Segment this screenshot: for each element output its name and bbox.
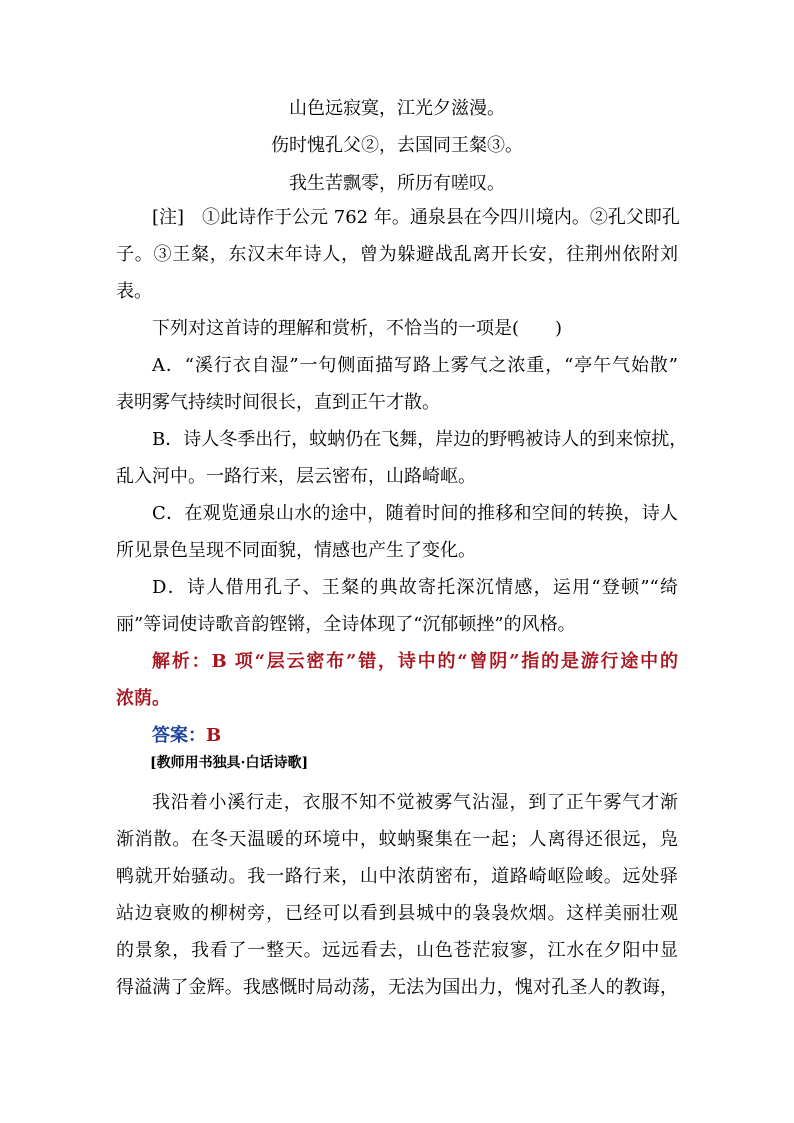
annotation-note xyxy=(116,199,678,310)
option-c-line-1: C．在观览通泉山水的途中，随着时间的推移和空间的转换，诗人 xyxy=(152,503,678,524)
option-a-line-1: A．“溪行衣自湿”一句侧面描写路上雾气之浓重，“亭午气始散” xyxy=(152,355,678,376)
note-line-1: [注] ①此诗作于公元 762 年。通泉县在今四川境内。②孔父即孔 xyxy=(152,207,680,228)
note-line-3: 表。 xyxy=(116,281,152,302)
translation-line-3: 鸭就开始骚动。我一路行来，山中浓荫密布，道路崎岖险峻。远处驿 xyxy=(116,866,678,887)
poem-line-1: 山色远寂寞，江光夕滋漫。 xyxy=(289,98,505,119)
answer-value: B xyxy=(206,725,222,746)
note-label: [注] xyxy=(152,207,185,228)
option-b-line-2: 乱入河中。一路行来，层云密布，山路崎岖。 xyxy=(116,466,476,487)
translation-line-1: 我沿着小溪行走，衣服不知不觉被雾气沾湿，到了正午雾气才渐 xyxy=(152,792,678,813)
section-label: [教师用书独具·白话诗歌] xyxy=(150,755,309,771)
translation-line-5: 的景象，我看了一整天。远远看去，山色苍茫寂寥，江水在夕阳中显 xyxy=(116,940,678,961)
answer-block xyxy=(116,717,678,754)
analysis-line-2: 浓荫。 xyxy=(116,688,170,709)
option-d-line-2: 丽”等词使诗歌音韵铿锵，全诗体现了“沉郁顿挫”的风格。 xyxy=(116,614,576,635)
question-block xyxy=(116,310,688,643)
analysis-label: 解析： xyxy=(152,651,212,672)
translation-line-4: 站边衰败的柳树旁，已经可以看到县城中的袅袅炊烟。这样美丽壮观 xyxy=(116,903,678,924)
analysis-line-1: 解析：B 项“层云密布”错，诗中的“曾阴”指的是游行途中的 xyxy=(152,651,679,672)
option-b-line-1: B．诗人冬季出行，蚊蚋仍在飞舞，岸边的野鸭被诗人的到来惊扰， xyxy=(152,429,688,450)
translation-block xyxy=(116,784,678,1006)
analysis-block xyxy=(116,643,678,717)
option-c-line-2: 所见景色呈现不同面貌，情感也产生了变化。 xyxy=(116,540,476,561)
poem-line-2: 伤时愧孔父②，去国同王粲③。 xyxy=(271,135,523,156)
translation-line-2: 渐消散。在冬天温暖的环境中，蚊蚋聚集在一起；人离得还很远，凫 xyxy=(116,829,678,850)
answer-label: 答案： xyxy=(152,725,206,746)
option-a-line-2: 表明雾气持续时间很长，直到正午才散。 xyxy=(116,392,440,413)
translation-line-6: 得溢满了金辉。我感慨时局动荡，无法为国出力，愧对孔圣人的教诲， xyxy=(116,977,678,998)
poem-line-3: 我生苦飘零，所历有嗟叹。 xyxy=(289,173,505,194)
answer-line xyxy=(116,717,678,754)
note-line-2: 子。③王粲，东汉末年诗人，曾为躲避战乱离开长安，往荆州依附刘 xyxy=(116,244,678,265)
option-d-line-1: D．诗人借用孔子、王粲的典故寄托深沉情感，运用“登顿”“绮 xyxy=(152,577,678,598)
question-stem: 下列对这首诗的理解和赏析，不恰当的一项是( ) xyxy=(152,318,563,339)
